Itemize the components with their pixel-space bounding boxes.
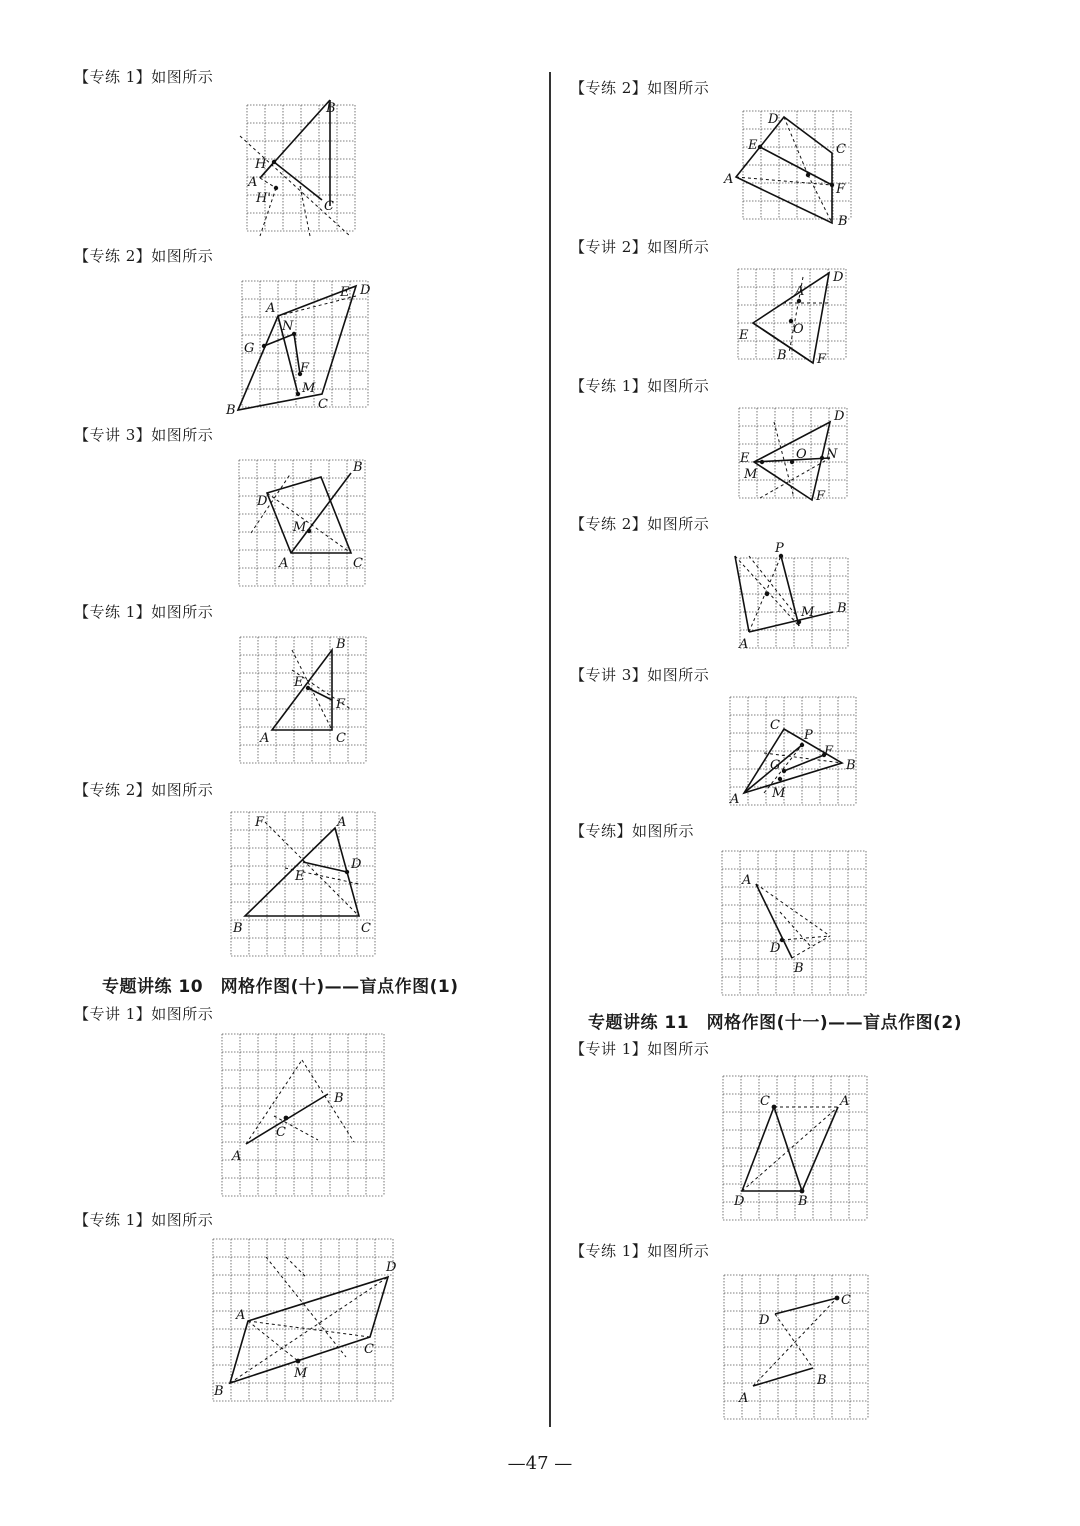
point	[782, 769, 786, 773]
segment	[802, 1107, 838, 1191]
figure-left-4	[232, 630, 374, 770]
point	[296, 392, 300, 396]
label-O: O	[793, 322, 804, 337]
point	[797, 299, 801, 303]
label-C: C	[353, 556, 363, 571]
point	[274, 186, 278, 190]
label-D: D	[360, 283, 371, 298]
label-A: A	[840, 1094, 850, 1109]
label-A: A	[260, 731, 270, 746]
label-D: D	[351, 857, 362, 872]
dashed-line	[782, 936, 830, 940]
label-A: A	[232, 1149, 242, 1164]
figure-right-4	[735, 541, 853, 654]
label-M: M	[772, 786, 786, 801]
caption-left-7: 【专练 1】如图所示	[74, 1211, 214, 1229]
label-D: D	[834, 409, 845, 424]
label-A: A	[337, 815, 347, 830]
point	[778, 777, 782, 781]
label-D: D	[833, 270, 844, 285]
label-G: G	[244, 341, 255, 356]
label-B: B	[326, 101, 336, 116]
segment	[274, 162, 322, 200]
label-F: F	[816, 489, 826, 504]
segment	[784, 755, 824, 771]
label-A: A	[739, 1391, 749, 1406]
label-B: B	[846, 758, 856, 773]
caption-right-4: 【专练 2】如图所示	[570, 515, 710, 533]
figure-left-3	[231, 453, 373, 593]
figure-right-3	[734, 404, 852, 502]
label-E: E	[748, 138, 758, 153]
caption-right-7: 【专讲 1】如图所示	[570, 1040, 710, 1058]
label-D: D	[768, 112, 779, 127]
triangle	[744, 729, 842, 793]
label-B: B	[837, 601, 847, 616]
label-A: A	[236, 1308, 246, 1323]
label-D: D	[386, 1260, 397, 1275]
dashed-line	[792, 936, 830, 958]
label-B: B	[214, 1384, 224, 1399]
point	[765, 592, 769, 596]
point	[806, 173, 810, 177]
point	[800, 743, 804, 747]
dashed-line	[756, 884, 830, 936]
figure-right-8	[715, 1268, 877, 1426]
label-G: G	[770, 758, 781, 773]
point	[797, 620, 801, 624]
dashed-line	[775, 1314, 813, 1368]
label-A: A	[724, 172, 734, 187]
quadrilateral	[267, 477, 351, 553]
grid	[240, 637, 366, 763]
grid	[740, 558, 848, 648]
point	[284, 1116, 289, 1121]
label-F: F	[255, 815, 265, 830]
dashed-line	[302, 1060, 354, 1142]
label-B: B	[777, 348, 787, 363]
label-A: A	[248, 175, 258, 190]
label-D: D	[759, 1313, 770, 1328]
point	[758, 145, 762, 149]
label-C: C	[760, 1094, 770, 1109]
point	[830, 183, 834, 187]
label-A: A	[266, 301, 276, 316]
label-F: F	[824, 744, 834, 759]
triangle	[742, 1107, 802, 1191]
caption-right-5: 【专讲 3】如图所示	[570, 666, 710, 684]
point	[790, 460, 794, 464]
caption-left-3: 【专讲 3】如图所示	[74, 426, 214, 444]
page-number: —47 —	[507, 1453, 573, 1474]
quadrilateral	[736, 117, 832, 223]
caption-left-1: 【专练 1】如图所示	[74, 68, 214, 86]
section-title-10: 专题讲练 10 网格作图(十)——盲点作图(1)	[102, 977, 459, 997]
point	[307, 529, 311, 533]
label-A: A	[279, 556, 289, 571]
label-H: H	[255, 157, 267, 172]
label-P: P	[804, 728, 813, 743]
dashed-line	[742, 1107, 838, 1191]
point	[835, 1296, 840, 1301]
label-P: P	[775, 541, 784, 556]
point	[772, 1105, 777, 1110]
section-title-11: 专题讲练 11 网格作图(十一)——盲点作图(2)	[588, 1013, 962, 1033]
label-F: F	[300, 361, 310, 376]
label-H-prime: H'	[256, 191, 271, 206]
label-M: M	[801, 605, 815, 620]
label-E: E	[295, 869, 305, 884]
label-A: A	[742, 873, 752, 888]
figure-left-7	[206, 1237, 400, 1403]
grid	[222, 1034, 384, 1196]
grid	[738, 269, 846, 359]
caption-right-2: 【专讲 2】如图所示	[570, 238, 710, 256]
figure-right-2	[733, 263, 851, 365]
label-E: E	[739, 328, 749, 343]
label-B: B	[817, 1373, 827, 1388]
figure-left-2	[226, 274, 374, 418]
label-B: B	[353, 460, 363, 475]
point	[272, 160, 276, 164]
dashed-line	[300, 186, 310, 236]
caption-right-3: 【专练 1】如图所示	[570, 377, 710, 395]
label-C: C	[324, 199, 334, 214]
label-M: M	[294, 1366, 308, 1381]
label-D: D	[734, 1194, 745, 1209]
caption-left-4: 【专练 1】如图所示	[74, 603, 214, 621]
label-A: A	[739, 637, 749, 652]
label-C: C	[841, 1293, 851, 1308]
caption-right-6: 【专练】如图所示	[570, 822, 695, 840]
point	[296, 1359, 301, 1364]
label-M: M	[302, 381, 316, 396]
caption-right-8: 【专练 1】如图所示	[570, 1242, 710, 1260]
label-O: O	[796, 447, 807, 462]
figure-right-6	[720, 850, 868, 996]
label-A: A	[730, 792, 740, 807]
point	[262, 344, 266, 348]
label-B: B	[838, 214, 848, 229]
label-B: B	[334, 1091, 344, 1106]
label-F: F	[836, 182, 846, 197]
triangle	[753, 273, 829, 363]
figure-left-5	[225, 808, 381, 960]
dashed-line	[266, 1257, 346, 1357]
label-B: B	[794, 961, 804, 976]
caption-left-2: 【专练 2】如图所示	[74, 247, 214, 265]
label-B: B	[226, 403, 236, 418]
figure-left-1	[240, 96, 362, 240]
label-B: B	[798, 1194, 808, 1209]
point	[800, 1189, 805, 1194]
figure-right-7	[714, 1067, 876, 1229]
figure-right-1	[724, 103, 858, 229]
label-N: N	[826, 447, 838, 462]
grid	[231, 812, 375, 956]
point	[760, 460, 764, 464]
label-F: F	[817, 352, 827, 367]
label-E: E	[340, 285, 350, 300]
label-F: F	[336, 697, 346, 712]
label-C: C	[364, 1342, 374, 1357]
dashed-line	[260, 178, 276, 188]
point	[780, 938, 784, 942]
column-divider	[549, 72, 551, 1427]
point	[345, 870, 349, 874]
label-C: C	[276, 1125, 286, 1140]
label-C: C	[770, 718, 780, 733]
point	[820, 456, 824, 460]
label-M: M	[293, 520, 307, 535]
figure-right-5	[724, 693, 862, 809]
segment	[749, 612, 833, 632]
figure-left-6	[218, 1032, 388, 1198]
label-C: C	[318, 397, 328, 412]
label-N: N	[282, 319, 294, 334]
segment	[781, 556, 799, 626]
label-A: A	[795, 284, 805, 299]
label-C: C	[336, 731, 346, 746]
point	[306, 686, 310, 690]
segment	[303, 862, 347, 872]
label-B: B	[233, 921, 243, 936]
triangle	[272, 650, 332, 730]
caption-left-6: 【专讲 1】如图所示	[74, 1005, 214, 1023]
label-M: M	[744, 467, 758, 482]
segment	[291, 473, 351, 553]
label-C: C	[836, 142, 846, 157]
label-E: E	[740, 451, 750, 466]
caption-left-5: 【专练 2】如图所示	[74, 781, 214, 799]
label-E: E	[294, 675, 304, 690]
caption-right-1: 【专练 2】如图所示	[570, 79, 710, 97]
label-B: B	[336, 637, 346, 652]
label-C: C	[361, 921, 371, 936]
segment	[775, 1298, 837, 1314]
segment	[760, 147, 832, 185]
label-D: D	[257, 494, 268, 509]
label-D: D	[770, 941, 781, 956]
